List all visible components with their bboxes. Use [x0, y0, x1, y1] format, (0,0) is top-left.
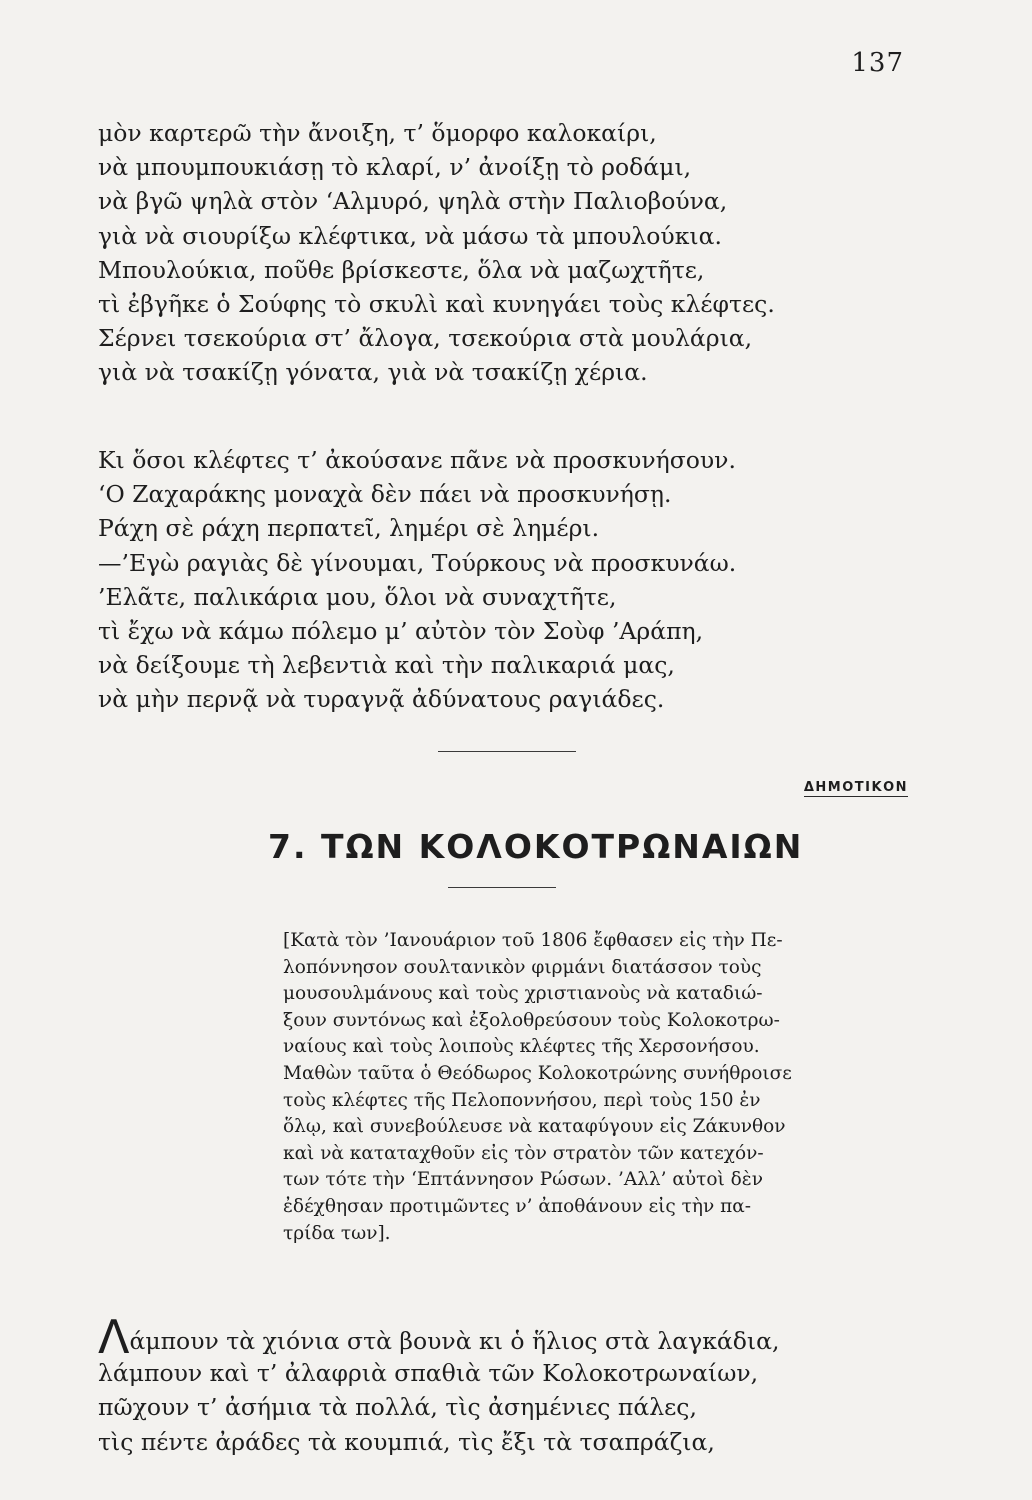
poem-opening [98, 1310, 928, 1459]
intro-line: ξουν συντόνως καὶ ἐξολοθρεύσουν τοὺς Κολοκοτρω- [283, 1009, 780, 1031]
intro-line: Μαθὼν ταῦτα ὁ Θεόδωρος Κολοκοτρώνης συνήθροισε [283, 1062, 792, 1084]
verse-line: Μπουλούκια, ποῦθε βρίσκεστε, ὅλα νὰ μαζωχτῆτε, [98, 255, 705, 284]
intro-note [283, 928, 913, 1247]
verse-line: ’Ελᾶτε, παλικάρια μου, ὅλοι νὰ συναχτῆτε, [98, 582, 617, 611]
genre-label: ΔΗΜΟΤΙΚΟΝ [803, 780, 908, 795]
verse-line: Κι ὅσοι κλέφτες τ’ ἀκούσανε πᾶνε νὰ προσκυνήσουν. [98, 446, 736, 474]
verse-line-first [98, 1310, 928, 1364]
verse-line: τὶς πέντε ἀράδες τὰ κουμπιά, τὶς ἔξι τὰ τσαπράζια, [98, 1427, 715, 1456]
intro-line: ἐδέχθησαν προτιμῶντες ν’ ἀποθάνουν εἰς τὴν πα- [283, 1195, 752, 1217]
verse-line: λάμπουν καὶ τ’ ἀλαφριὰ σπαθιὰ τῶν Κολοκοτρωναίων, [98, 1359, 759, 1388]
verse-line: γιὰ νὰ σιουρίξω κλέφτικα, νὰ μάσω τὰ μπουλούκια. [98, 221, 722, 250]
verse-line: μὸν καρτερῶ τὴν ἄνοιξη, τ’ ὅμορφο καλοκαίρι, [98, 119, 657, 147]
intro-line: λοπόννησον σουλτανικὸν φιρμάνι διατάσσον τοὺς [283, 956, 762, 978]
verse-line: Ράχη σὲ ράχη περπατεῖ, λημέρι σὲ λημέρι. [98, 514, 600, 543]
verse-line: νὰ μὴν περνᾷ νὰ τυραγνᾷ ἀδύνατους ραγιάδες. [98, 685, 665, 714]
intro-line: καὶ νὰ καταταχθοῦν εἰς τὸν στρατὸν τῶν κατεχόν- [283, 1142, 764, 1164]
verse-line-first-text: άμπουν τὰ χιόνια στὰ βουνὰ κι ὁ ἥλιος στὰ λαγκάδια, [129, 1327, 780, 1355]
verse-line: —’Εγὼ ραγιὰς δὲ γίνουμαι, Τούρκους νὰ προσκυνάω. [98, 548, 737, 577]
verse-line: τὶ ἐβγῆκε ὁ Σούφης τὸ σκυλὶ καὶ κυνηγάει τοὺς κλέφτες. [98, 289, 775, 318]
intro-line: μουσουλμάνους καὶ τοὺς χριστιανοὺς νὰ καταδιώ- [283, 983, 763, 1005]
verse-line: νὰ δείξουμε τὴ λεβεντιὰ καὶ τὴν παλικαριά μας, [98, 651, 675, 680]
intro-line: ναίους καὶ τοὺς λοιποὺς κλέφτες τῆς Χερσονήσου. [283, 1036, 760, 1058]
intro-line: τρίδα των]. [283, 1222, 391, 1244]
verse-line: ‘Ο Ζαχαράκης μοναχὰ δὲν πάει νὰ προσκυνήσῃ. [98, 480, 672, 509]
verse-line: νὰ βγῶ ψηλὰ στὸν ‘Αλμυρό, ψηλὰ στὴν Παλιοβούνα, [98, 187, 728, 216]
page-number: 137 [851, 48, 904, 78]
verse-line: γιὰ νὰ τσακίζῃ γόνατα, γιὰ νὰ τσακίζῃ χέρια. [98, 358, 648, 387]
verse-line: τὶ ἔχω νὰ κάμω πόλεμο μ’ αὐτὸν τὸν Σοὺφ ’Αράπη, [98, 616, 704, 645]
section-title: 7. ΤΩΝ ΚΟΛΟΚΟΤΡΩΝΑΙΩΝ [268, 827, 804, 866]
title-divider [448, 887, 556, 888]
verse-line: Σέρνει τσεκούρια στ’ ἄλογα, τσεκούρια στὰ μουλάρια, [98, 324, 753, 353]
intro-line: τοὺς κλέφτες τῆς Πελοποννήσου, περὶ τοὺς 150 ἐν [283, 1089, 761, 1111]
intro-line: των τότε τὴν ‘Επτάννησον Ρώσων. ’Αλλ’ αὐτοὶ δὲν [283, 1169, 763, 1191]
intro-line: ὅλῳ, καὶ συνεβούλευσε νὰ καταφύγουν εἰς Ζάκυνθον [283, 1116, 786, 1138]
verse-line: πῶχουν τ’ ἀσήμια τὰ πολλά, τὶς ἀσημένιες πάλες, [98, 1393, 697, 1422]
verse-stanza-2 [98, 443, 928, 717]
verse-stanza-1 [98, 116, 928, 390]
intro-line: [Κατὰ τὸν ’Ιανουάριον τοῦ 1806 ἔφθασεν εἰς τὴν Πε- [283, 930, 783, 951]
verse-line: νὰ μπουμπουκιάσῃ τὸ κλαρί, ν’ ἀνοίξῃ τὸ ροδάμι, [98, 153, 692, 182]
section-divider [438, 751, 576, 752]
drop-cap: Λ [98, 1310, 130, 1364]
